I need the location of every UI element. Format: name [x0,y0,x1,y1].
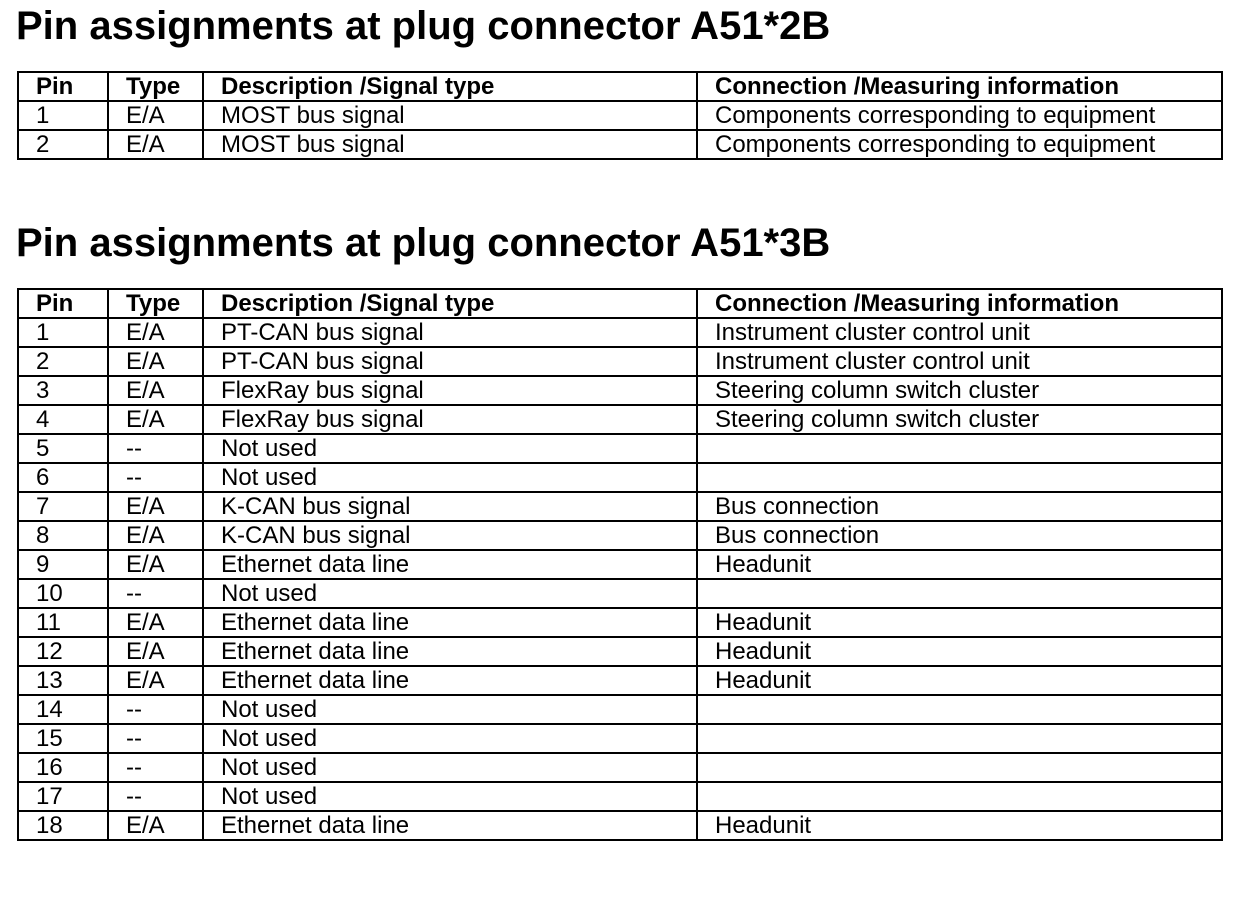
table-row [18,753,1222,782]
table-header-row [18,72,1222,101]
cell-pin: 15 [18,724,108,753]
cell-description: Not used [203,695,697,724]
cell-type: -- [108,782,203,811]
cell-pin: 17 [18,782,108,811]
table-header-row [18,289,1222,318]
cell-type: E/A [108,492,203,521]
cell-description: PT-CAN bus signal [203,318,697,347]
cell-type: E/A [108,666,203,695]
table-row [18,666,1222,695]
column-header-type: Type [108,289,203,318]
cell-description: K-CAN bus signal [203,521,697,550]
cell-description: Ethernet data line [203,811,697,840]
table-row [18,579,1222,608]
cell-description: FlexRay bus signal [203,405,697,434]
cell-type: E/A [108,347,203,376]
cell-pin: 2 [18,130,108,159]
cell-description: PT-CAN bus signal [203,347,697,376]
cell-connection [697,695,1222,724]
cell-connection [697,724,1222,753]
table-row [18,608,1222,637]
table-row [18,724,1222,753]
cell-connection: Headunit [697,666,1222,695]
cell-connection [697,579,1222,608]
column-header-description: Description /Signal type [203,72,697,101]
cell-pin: 9 [18,550,108,579]
pin-table-a51-2b [17,71,1223,160]
cell-type: E/A [108,130,203,159]
cell-description: K-CAN bus signal [203,492,697,521]
cell-pin: 13 [18,666,108,695]
column-header-pin: Pin [18,72,108,101]
cell-description: Ethernet data line [203,550,697,579]
cell-pin: 18 [18,811,108,840]
cell-connection: Components corresponding to equipment [697,101,1222,130]
table-body [18,101,1222,159]
cell-connection [697,463,1222,492]
cell-description: Not used [203,724,697,753]
cell-pin: 14 [18,695,108,724]
table-body [18,318,1222,840]
cell-description: Not used [203,463,697,492]
cell-pin: 1 [18,101,108,130]
cell-connection: Instrument cluster control unit [697,318,1222,347]
cell-type: E/A [108,811,203,840]
cell-connection: Steering column switch cluster [697,405,1222,434]
cell-description: MOST bus signal [203,130,697,159]
cell-connection: Steering column switch cluster [697,376,1222,405]
table-row [18,347,1222,376]
table-row [18,782,1222,811]
cell-description: Not used [203,434,697,463]
cell-type: E/A [108,101,203,130]
cell-type: -- [108,695,203,724]
table-row [18,695,1222,724]
table-row [18,492,1222,521]
table-row [18,550,1222,579]
cell-connection: Bus connection [697,492,1222,521]
cell-connection [697,434,1222,463]
cell-connection: Headunit [697,608,1222,637]
table-row [18,521,1222,550]
cell-description: Ethernet data line [203,608,697,637]
cell-pin: 7 [18,492,108,521]
cell-type: E/A [108,550,203,579]
cell-description: Ethernet data line [203,666,697,695]
column-header-type: Type [108,72,203,101]
cell-pin: 12 [18,637,108,666]
cell-connection: Bus connection [697,521,1222,550]
cell-type: E/A [108,637,203,666]
table-row [18,318,1222,347]
table-row [18,637,1222,666]
cell-description: Not used [203,753,697,782]
cell-type: E/A [108,608,203,637]
cell-description: Ethernet data line [203,637,697,666]
table-row [18,463,1222,492]
cell-type: -- [108,753,203,782]
cell-connection: Instrument cluster control unit [697,347,1222,376]
table-row [18,101,1222,130]
cell-connection: Headunit [697,550,1222,579]
cell-type: E/A [108,318,203,347]
cell-pin: 1 [18,318,108,347]
cell-description: FlexRay bus signal [203,376,697,405]
cell-type: -- [108,463,203,492]
cell-connection: Headunit [697,811,1222,840]
column-header-connection: Connection /Measuring information [697,72,1222,101]
table-row [18,130,1222,159]
section-title-a51-2b: Pin assignments at plug connector A51*2B [16,4,831,48]
section-title-a51-3b: Pin assignments at plug connector A51*3B [16,221,831,265]
cell-connection [697,753,1222,782]
table-row [18,376,1222,405]
table-row [18,405,1222,434]
cell-pin: 8 [18,521,108,550]
cell-pin: 5 [18,434,108,463]
cell-type: E/A [108,521,203,550]
cell-connection: Components corresponding to equipment [697,130,1222,159]
column-header-pin: Pin [18,289,108,318]
cell-pin: 3 [18,376,108,405]
cell-type: -- [108,434,203,463]
cell-pin: 16 [18,753,108,782]
cell-type: E/A [108,405,203,434]
cell-pin: 11 [18,608,108,637]
cell-connection [697,782,1222,811]
cell-description: Not used [203,579,697,608]
pin-table-a51-3b [17,288,1223,841]
column-header-connection: Connection /Measuring information [697,289,1222,318]
cell-description: Not used [203,782,697,811]
cell-description: MOST bus signal [203,101,697,130]
cell-pin: 6 [18,463,108,492]
cell-type: -- [108,724,203,753]
table-row [18,434,1222,463]
cell-type: E/A [108,376,203,405]
cell-pin: 2 [18,347,108,376]
table-row [18,811,1222,840]
cell-pin: 4 [18,405,108,434]
cell-connection: Headunit [697,637,1222,666]
cell-pin: 10 [18,579,108,608]
cell-type: -- [108,579,203,608]
column-header-description: Description /Signal type [203,289,697,318]
